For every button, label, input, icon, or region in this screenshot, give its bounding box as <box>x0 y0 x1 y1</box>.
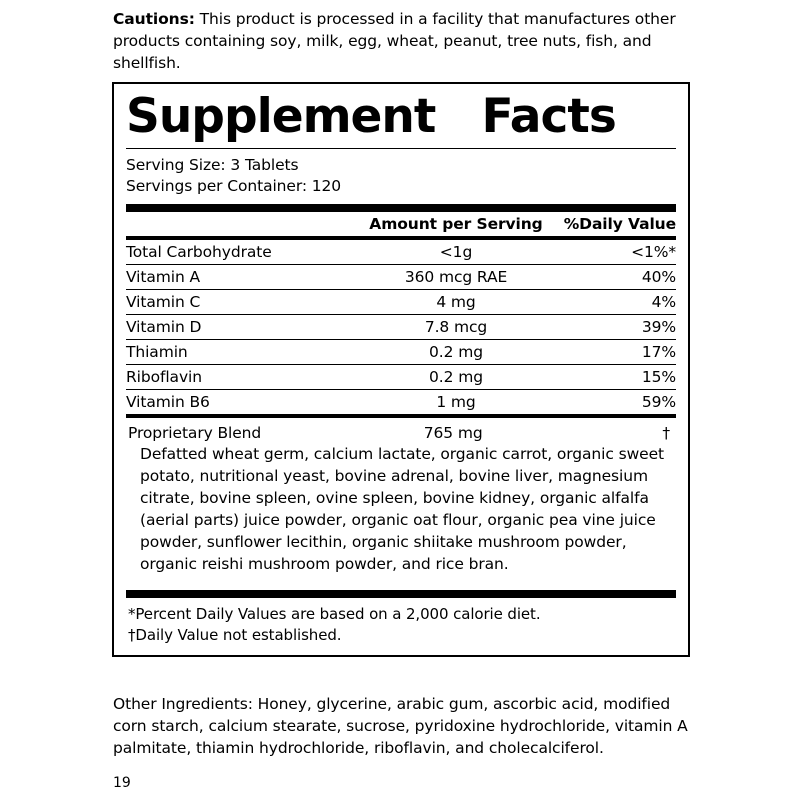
proprietary-blend-row <box>126 418 676 443</box>
row-daily-value: <1%* <box>631 242 676 261</box>
servings-per-container: Servings per Container: 120 <box>126 176 342 195</box>
row-amount: 0.2 mg <box>357 364 555 389</box>
row-amount: <1g <box>439 242 473 261</box>
blend-name: Proprietary Blend <box>128 423 262 442</box>
table-row <box>126 364 676 389</box>
row-nutrient-name: Vitamin A <box>126 264 357 289</box>
row-nutrient-name: Total Carbohydrate <box>126 242 272 261</box>
header-amount-per-serving: Amount per Serving <box>369 214 543 233</box>
header-daily-value: %Daily Value <box>563 214 676 233</box>
serving-size: Serving Size: 3 Tablets <box>126 156 299 174</box>
footnotes <box>126 598 676 656</box>
row-amount: 1 mg <box>357 389 555 414</box>
row-daily-value: 4% <box>555 289 676 314</box>
blend-amount: 765 mg <box>423 423 483 442</box>
table-row <box>126 389 676 414</box>
cautions-paragraph <box>113 8 688 74</box>
nutrition-rows <box>126 240 676 414</box>
row-amount: 7.8 mcg <box>357 314 555 339</box>
table-row <box>126 264 676 289</box>
row-daily-value: 40% <box>555 264 676 289</box>
blend-ingredients: Defatted wheat germ, calcium lactate, organic carrot, organic sweet potato, nutritional yeast, bovine adrenal, bovine liver, magnesium citrate, bovine spleen, ovine spleen, bovine kidney, organic alfalfa (aerial parts) juice powder, organic oat flour, organic pea vine juice powder, sunflower lecithin, organic shiitake mushroom powder, organic reishi mushroom powder, and rice bran. <box>140 444 664 573</box>
cautions-label: Cautions: <box>113 10 195 28</box>
row-daily-value: 17% <box>555 339 676 364</box>
row-nutrient-name: Thiamin <box>126 339 357 364</box>
table-row <box>126 240 676 265</box>
other-ingredients-paragraph: Other Ingredients: Honey, glycerine, arabic gum, ascorbic acid, modified corn starch, calcium stearate, sucrose, pyridoxine hydrochloride, vitamin A palmitate, thiamin hydrochloride, riboflavin, and cholecalciferol. <box>113 695 688 757</box>
table-row <box>126 314 676 339</box>
footnote-percent-daily-value: *Percent Daily Values are based on a 2,000 calorie diet. <box>128 604 541 623</box>
supplement-facts-panel <box>112 82 690 657</box>
row-amount: 360 mcg RAE <box>357 264 555 289</box>
row-daily-value: 59% <box>555 389 676 414</box>
row-nutrient-name: Riboflavin <box>126 364 357 389</box>
row-nutrient-name: Vitamin D <box>126 314 357 339</box>
table-row <box>126 339 676 364</box>
row-daily-value: 39% <box>555 314 676 339</box>
row-amount: 4 mg <box>357 289 555 314</box>
table-row <box>126 289 676 314</box>
panel-title: Supplement Facts <box>126 89 616 144</box>
header-nutrient <box>126 212 357 236</box>
row-nutrient-name: Vitamin B6 <box>126 389 357 414</box>
page-number: 19 <box>113 775 131 791</box>
divider-above-footnotes <box>126 590 676 598</box>
row-amount: 0.2 mg <box>357 339 555 364</box>
row-daily-value: 15% <box>555 364 676 389</box>
cautions-text: This product is processed in a facility that manufactures other products containing soy, milk, egg, wheat, peanut, tree nuts, fish, and shellfish. <box>113 10 676 72</box>
footnote-dagger: †Daily Value not established. <box>128 626 342 645</box>
nutrition-table <box>126 212 676 236</box>
divider-above-headers <box>126 204 676 212</box>
row-nutrient-name: Vitamin C <box>126 289 357 314</box>
table-header-row <box>126 212 676 236</box>
blend-daily-value: † <box>662 423 670 442</box>
